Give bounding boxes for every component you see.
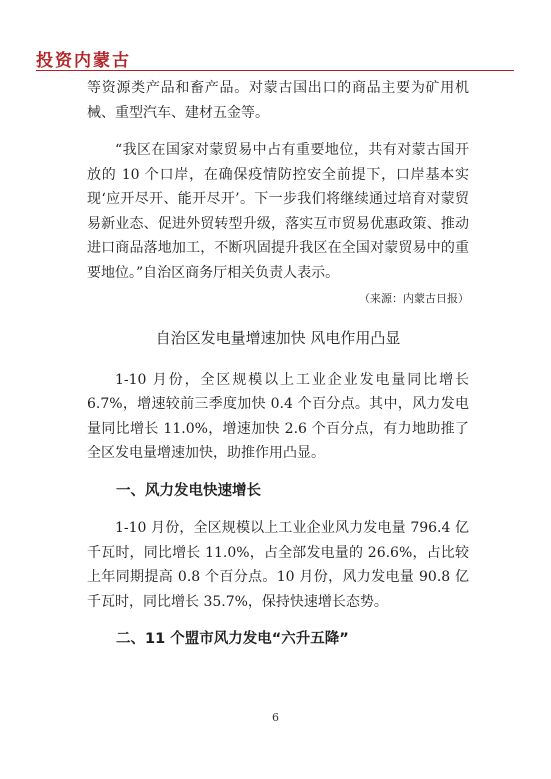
paragraph-wind-growth: 1-10 月份，全区规模以上工业企业风力发电量 796.4 亿千瓦时，同比增长 11.0%，占全部发电量的 26.6%，占比较上年同期提高 0.8 个百分点。10 月份，风力发电量 90.8 亿千瓦时，同比增长 35.7%，保持快速增长态势。 [87,520,469,610]
masthead-divider [36,70,514,71]
page-number: 6 [272,711,279,724]
section-heading-1: 一、风力发电快速增长 [116,482,261,499]
page-content [87,76,469,665]
source-credit: （来源：内蒙古日报） [359,292,469,305]
section-heading-2: 二、11 个盟市风力发电“六升五降” [116,631,349,647]
paragraph-intro: 1-10 月份，全区规模以上工业企业发电量同比增长 6.7%，增速较前三季度加快 0.4 个百分点。其中，风力发电量同比增长 11.0%，增速加快 2.6 个百分点，有力地助推了全区发电量增速加快，助推作用凸显。 [87,371,469,461]
paragraph-quote: “我区在国家对蒙贸易中占有重要地位，共有对蒙古国开放的 10 个口岸，在确保疫情防控安全前提下，口岸基本实现‘应开尽开、能开尽开’。下一步我们将继续通过培育对蒙贸易新业态、促进外贸转型升级，落实互市贸易优惠政策、推动进口商品落地加工，不断巩固提升我区在全国对蒙贸易中的重要地位。”自治区商务厅相关负责人表示。 [87,142,469,281]
article-title: 自治区发电量增速加快 风电作用凸显 [155,329,401,347]
paragraph-continued: 等资源类产品和畜产品。对蒙古国出口的商品主要为矿用机械、重型汽车、建材五金等。 [87,80,469,121]
masthead-title: 投资内蒙古 [36,51,131,71]
